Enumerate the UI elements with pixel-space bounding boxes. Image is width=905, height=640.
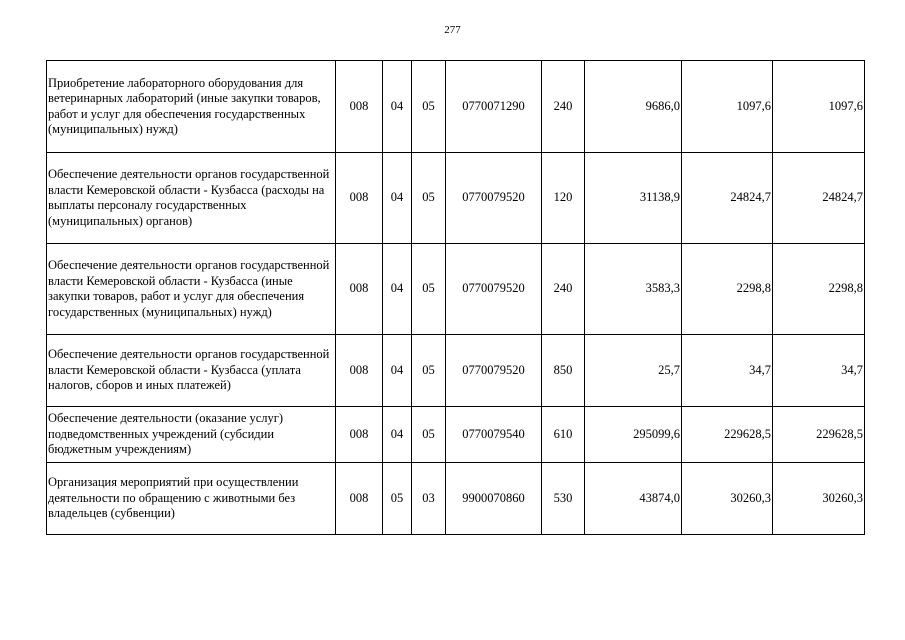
expense-type-code: 850 <box>542 335 585 407</box>
amount-3: 1097,6 <box>773 61 865 153</box>
section-code: 04 <box>383 335 412 407</box>
ministry-code: 008 <box>336 153 383 244</box>
row-name: Приобретение лабораторного оборудования для ветеринарных лабораторий (иные закупки товаров, работ и услуг для обеспечения государственных (муниципальных) нужд) <box>47 61 336 153</box>
section-code: 04 <box>383 153 412 244</box>
expense-type-code: 240 <box>542 244 585 335</box>
amount-1: 3583,3 <box>585 244 682 335</box>
amount-3: 2298,8 <box>773 244 865 335</box>
target-article-code: 0770079520 <box>446 335 542 407</box>
table-body <box>47 61 865 535</box>
target-article-code: 9900070860 <box>446 463 542 535</box>
amount-1: 43874,0 <box>585 463 682 535</box>
table-row <box>47 153 865 244</box>
ministry-code: 008 <box>336 61 383 153</box>
ministry-code: 008 <box>336 335 383 407</box>
target-article-code: 0770071290 <box>446 61 542 153</box>
amount-1: 9686,0 <box>585 61 682 153</box>
row-name: Обеспечение деятельности (оказание услуг) подведомственных учреждений (субсидии бюджетным учреждениям) <box>47 407 336 463</box>
row-name: Обеспечение деятельности органов государственной власти Кемеровской области - Кузбасса (иные закупки товаров, работ и услуг для обеспечения государственных (муниципальных) нужд) <box>47 244 336 335</box>
amount-3: 24824,7 <box>773 153 865 244</box>
expense-type-code: 120 <box>542 153 585 244</box>
expense-type-code: 240 <box>542 61 585 153</box>
budget-table <box>46 60 865 535</box>
target-article-code: 0770079540 <box>446 407 542 463</box>
row-name: Обеспечение деятельности органов государственной власти Кемеровской области - Кузбасса (расходы на выплаты персоналу государственных (муниципальных) органов) <box>47 153 336 244</box>
subsection-code: 05 <box>412 244 446 335</box>
target-article-code: 0770079520 <box>446 153 542 244</box>
amount-2: 30260,3 <box>682 463 773 535</box>
amount-3: 34,7 <box>773 335 865 407</box>
page-number: 277 <box>444 24 461 36</box>
section-code: 05 <box>383 463 412 535</box>
amount-3: 30260,3 <box>773 463 865 535</box>
table-row <box>47 407 865 463</box>
ministry-code: 008 <box>336 244 383 335</box>
section-code: 04 <box>383 61 412 153</box>
ministry-code: 008 <box>336 463 383 535</box>
subsection-code: 03 <box>412 463 446 535</box>
section-code: 04 <box>383 244 412 335</box>
amount-3: 229628,5 <box>773 407 865 463</box>
table-row <box>47 244 865 335</box>
section-code: 04 <box>383 407 412 463</box>
expense-type-code: 530 <box>542 463 585 535</box>
amount-2: 229628,5 <box>682 407 773 463</box>
amount-2: 34,7 <box>682 335 773 407</box>
row-name: Обеспечение деятельности органов государственной власти Кемеровской области - Кузбасса (уплата налогов, сборов и иных платежей) <box>47 335 336 407</box>
amount-1: 25,7 <box>585 335 682 407</box>
amount-2: 24824,7 <box>682 153 773 244</box>
row-name: Организация мероприятий при осуществлении деятельности по обращению с животными без владельцев (субвенции) <box>47 463 336 535</box>
subsection-code: 05 <box>412 153 446 244</box>
subsection-code: 05 <box>412 335 446 407</box>
amount-2: 1097,6 <box>682 61 773 153</box>
ministry-code: 008 <box>336 407 383 463</box>
expense-type-code: 610 <box>542 407 585 463</box>
table-row <box>47 61 865 153</box>
amount-2: 2298,8 <box>682 244 773 335</box>
subsection-code: 05 <box>412 407 446 463</box>
target-article-code: 0770079520 <box>446 244 542 335</box>
subsection-code: 05 <box>412 61 446 153</box>
amount-1: 31138,9 <box>585 153 682 244</box>
table-row <box>47 335 865 407</box>
amount-1: 295099,6 <box>585 407 682 463</box>
table-row <box>47 463 865 535</box>
